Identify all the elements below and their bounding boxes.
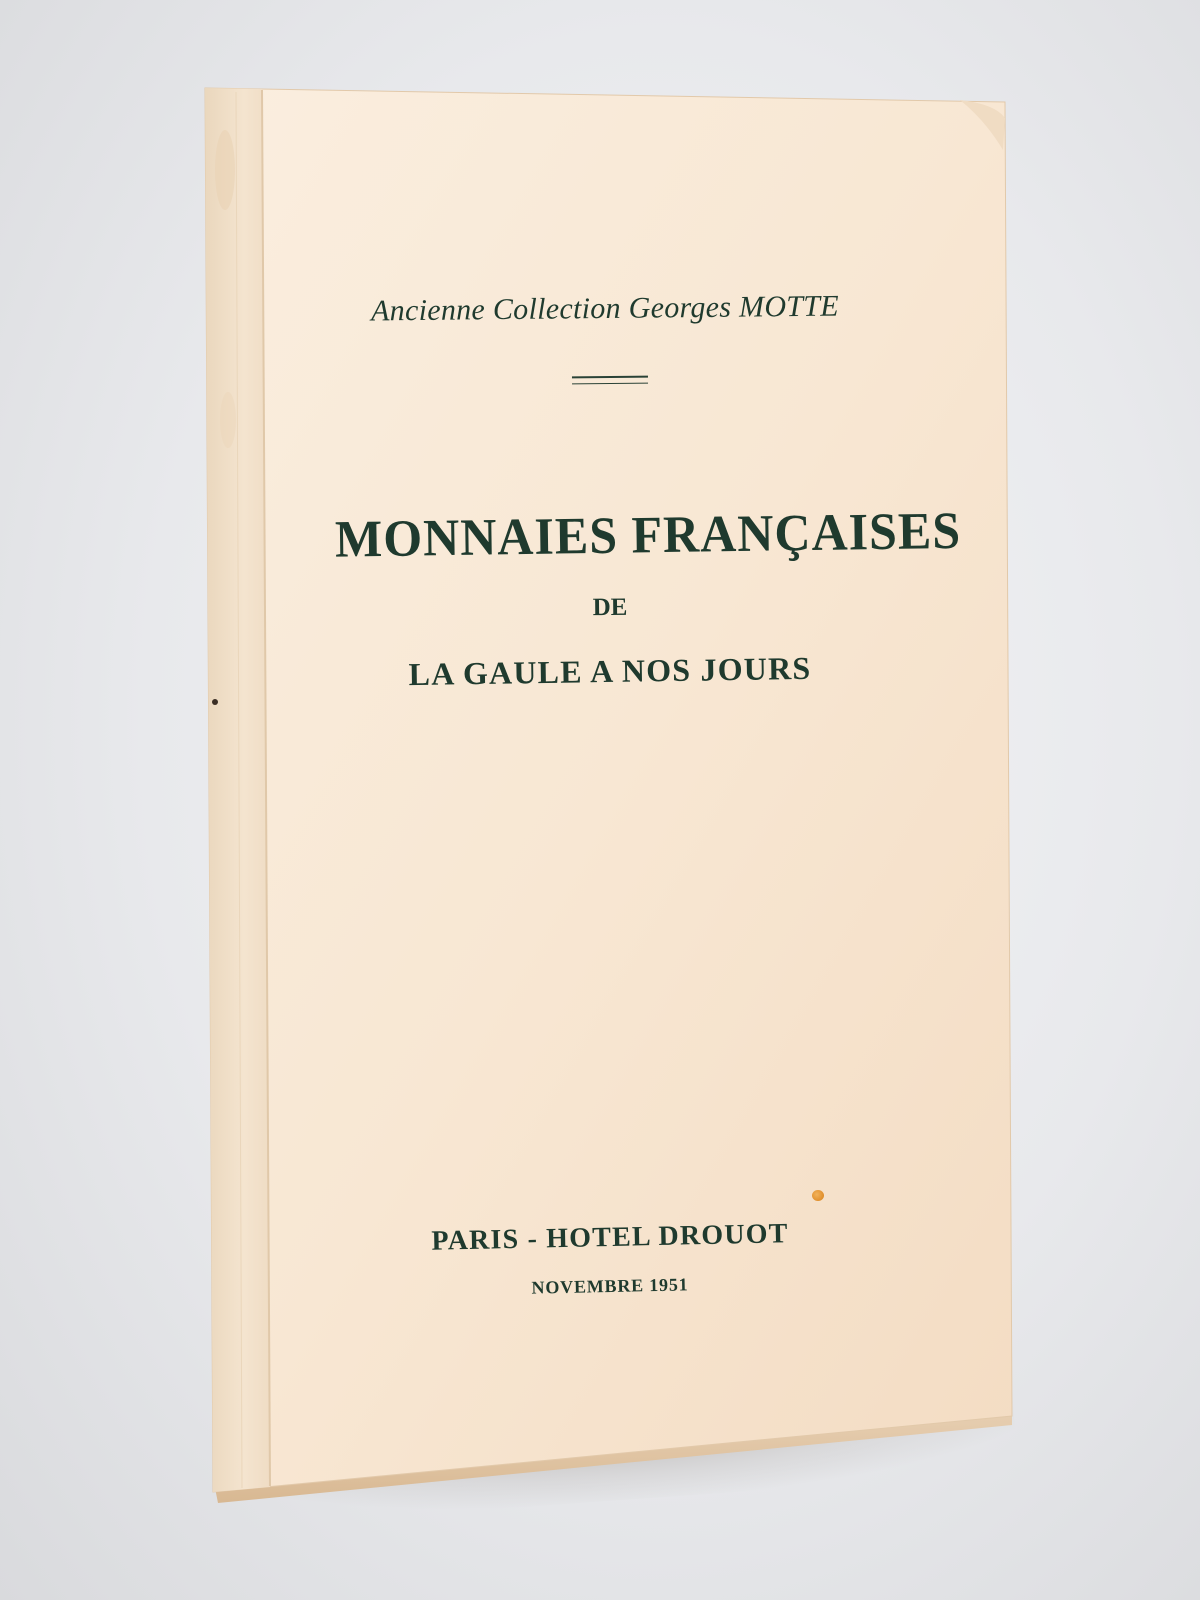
ink-stain (812, 1190, 824, 1201)
book-spine (205, 88, 270, 1492)
publication-place: PARIS - HOTEL DROUOT (431, 1218, 789, 1257)
book-title: MONNAIES FRANÇAISES (334, 500, 962, 569)
collection-line: Ancienne Collection Georges MOTTE (370, 289, 840, 328)
book-subtitle: LA GAULE A NOS JOURS (408, 649, 812, 693)
decorative-rule (572, 376, 648, 385)
title-connector: DE (592, 593, 628, 622)
publication-date: NOVEMBRE 1951 (531, 1274, 689, 1298)
